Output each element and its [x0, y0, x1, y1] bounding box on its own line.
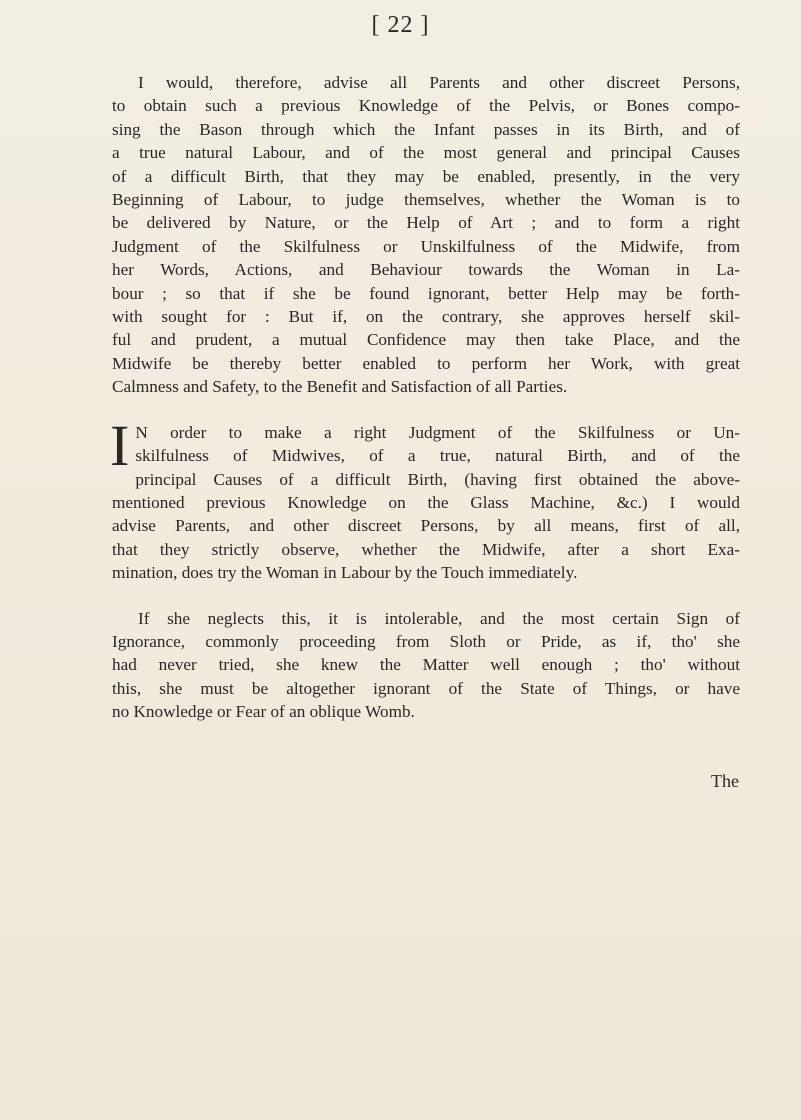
- text-line: had never tried, she knew the Matter well enough ; tho' without: [112, 655, 740, 675]
- paragraph-1: [112, 71, 740, 399]
- text-line: that they strictly observe, whether the Midwife, after a short Exa-: [112, 539, 740, 559]
- text-line: If she neglects this, it is intolerable, and the most certain Sign of: [138, 608, 740, 628]
- page-number: [ 22 ]: [371, 12, 430, 38]
- text-line: this, she must be altogether ignorant of the State of Things, or have: [112, 678, 740, 698]
- text-line: N order to make a right Judgment of the Skilfulness or Un-: [135, 422, 740, 442]
- text-line: bour ; so that if she be found ignorant, better Help may be forth-: [112, 283, 740, 303]
- text-line: principal Causes of a difficult Birth, (having first obtained the above-: [135, 469, 740, 489]
- text-line: with sought for : But if, on the contrary, she approves herself skil-: [112, 307, 740, 327]
- text-line: Ignorance, commonly proceeding from Sloth or Pride, as if, tho' she: [112, 631, 740, 651]
- catchword: The: [711, 771, 739, 791]
- text-line: of a difficult Birth, that they may be enabled, presently, in the very: [112, 166, 740, 186]
- text-line: mentioned previous Knowledge on the Glass Machine, &c.) I would: [112, 492, 740, 512]
- text-line: mination, does try the Woman in Labour by the Touch immediately.: [112, 563, 578, 583]
- text-line: Calmness and Safety, to the Benefit and Satisfaction of all Parties.: [112, 377, 568, 397]
- text-line: Judgment of the Skilfulness or Unskilfulness of the Midwife, from: [112, 236, 740, 256]
- text-line: a true natural Labour, and of the most general and principal Causes: [112, 143, 740, 163]
- text-line: Beginning of Labour, to judge themselves, whether the Woman is to: [112, 190, 740, 210]
- text-line: skilfulness of Midwives, of a true, natural Birth, and of the: [135, 446, 740, 466]
- text-line: sing the Bason through which the Infant passes in its Birth, and of: [112, 119, 740, 139]
- text-line: to obtain such a previous Knowledge of the Pelvis, or Bones compo-: [112, 96, 740, 116]
- drop-cap: I: [110, 412, 130, 478]
- paragraph-3: [112, 607, 740, 724]
- text-line: be delivered by Nature, or the Help of Art ; and to form a right: [112, 213, 740, 233]
- text-line: I would, therefore, advise all Parents and other discreet Persons,: [138, 73, 740, 92]
- text-line: her Words, Actions, and Behaviour towards the Woman in La-: [112, 260, 740, 280]
- text-line: no Knowledge or Fear of an oblique Womb.: [112, 702, 415, 722]
- text-line: Midwife be thereby better enabled to perform her Work, with great: [112, 353, 740, 373]
- paragraph-2: [110, 412, 740, 585]
- text-line: ful and prudent, a mutual Confidence may then take Place, and the: [112, 330, 740, 350]
- text-line: advise Parents, and other discreet Persons, by all means, first of all,: [112, 516, 740, 536]
- body-text: [112, 71, 740, 746]
